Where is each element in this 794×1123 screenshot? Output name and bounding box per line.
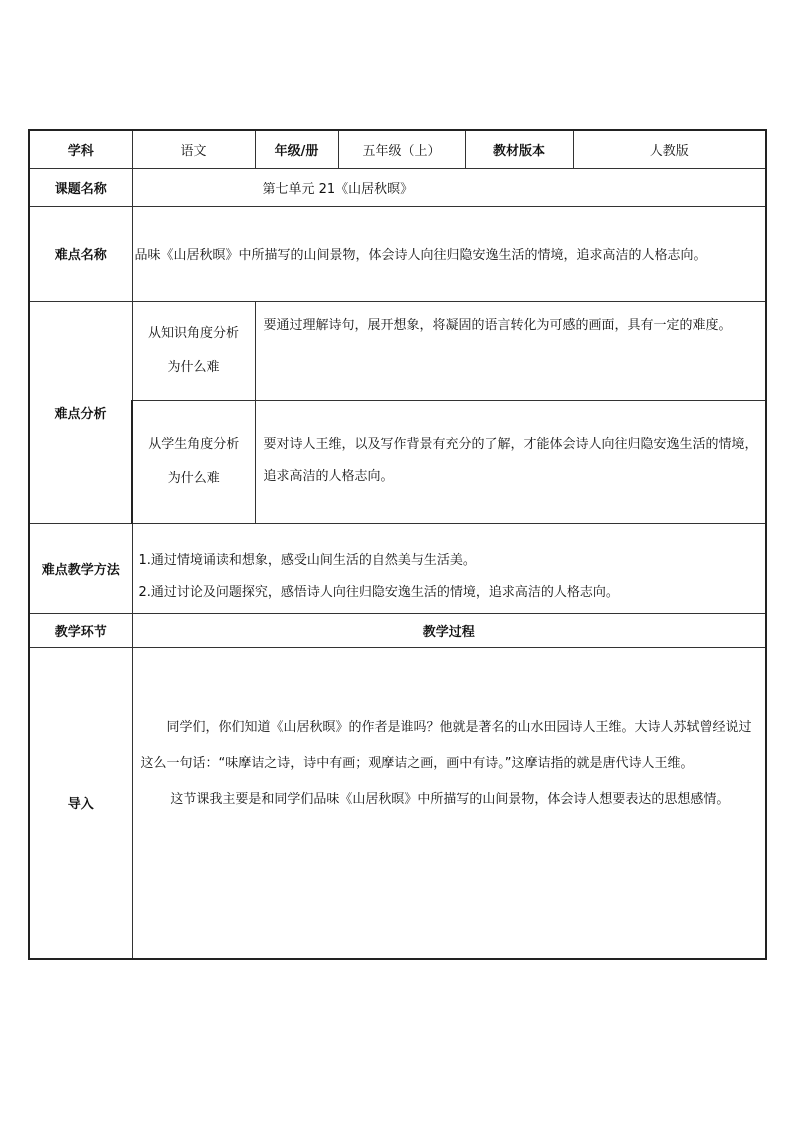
difficulty-label: 难点名称 [29, 206, 132, 301]
student-angle-line1: 从学生角度分析 [148, 436, 240, 452]
edition-label: 教材版本 [465, 130, 573, 168]
process-header-row [29, 613, 766, 647]
grade-value: 五年级（上） [338, 130, 465, 168]
edition-value: 人教版 [573, 130, 766, 168]
lesson-row [29, 168, 766, 206]
analysis-student-row [29, 400, 766, 523]
intro-paragraph-1: 同学们，你们知道《山居秋暝》的作者是谁吗？他就是著名的山水田园诗人王维。大诗人苏轼曾经说过这么一句话：“味摩诘之诗，诗中有画；观摩诘之画，画中有诗。”这摩诘指的就是唐代诗人王维。 [140, 719, 752, 771]
method-item-2: 2.通过讨论及问题探究，感悟诗人向往归隐安逸生活的情境，追求高洁的人格志向。 [138, 584, 619, 600]
analysis-label: 难点分析 [29, 301, 132, 523]
subject-label: 学科 [29, 130, 132, 168]
knowledge-angle-line1: 从知识角度分析 [147, 325, 239, 341]
intro-row [29, 647, 766, 959]
lesson-plan-table [28, 129, 767, 960]
grade-label: 年级/册 [255, 130, 338, 168]
difficulty-row [29, 206, 766, 301]
intro-content [132, 647, 766, 959]
knowledge-angle-line2: 为什么难 [167, 359, 220, 375]
methods-row [29, 523, 766, 613]
student-angle-line2: 为什么难 [167, 470, 220, 486]
intro-paragraph-2: 这节课我主要是和同学们品味《山居秋暝》中所描写的山间景物，体会诗人想要表达的思想感情。 [170, 791, 730, 807]
stage-header: 教学环节 [29, 613, 132, 647]
methods-label: 难点教学方法 [29, 523, 132, 613]
process-header: 教学过程 [132, 613, 766, 647]
header-row [29, 130, 766, 168]
lesson-label: 课题名称 [29, 168, 132, 206]
methods-list [132, 523, 766, 613]
student-angle-label [132, 400, 255, 523]
method-item-1: 1.通过情境诵读和想象，感受山间生活的自然美与生活美。 [138, 552, 476, 568]
lesson-value-cell [132, 168, 766, 206]
student-angle-text: 要对诗人王维，以及写作背景有充分的了解，才能体会诗人向往归隐安逸生活的情境，追求高洁的人格志向。 [255, 400, 766, 523]
lesson-value: 第七单元 21《山居秋暝》 [262, 181, 414, 197]
difficulty-value: 品味《山居秋暝》中所描写的山间景物，体会诗人向往归隐安逸生活的情境，追求高洁的人格志向。 [132, 206, 766, 301]
analysis-knowledge-row [29, 301, 766, 400]
knowledge-angle-text: 要通过理解诗句，展开想象，将凝固的语言转化为可感的画面，具有一定的难度。 [255, 301, 766, 400]
intro-label: 导入 [29, 647, 132, 959]
subject-value: 语文 [132, 130, 255, 168]
knowledge-angle-label [132, 301, 255, 400]
